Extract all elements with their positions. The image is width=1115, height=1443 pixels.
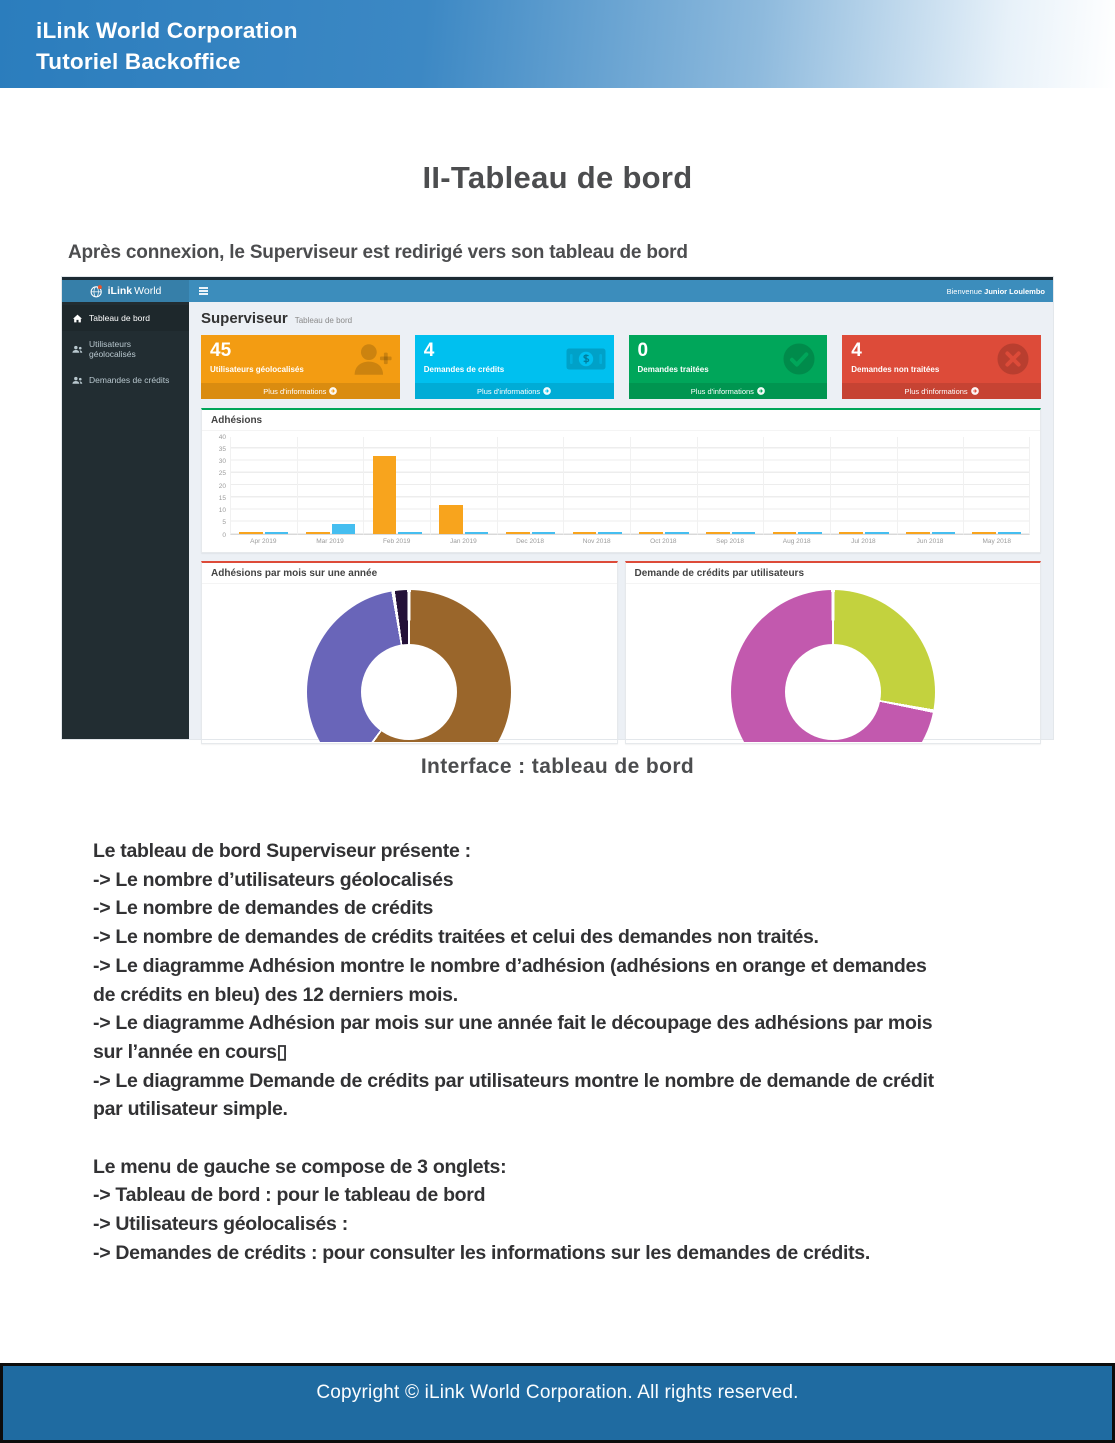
sidebar: [62, 302, 189, 739]
bar-demandes-de-credits: [798, 532, 822, 534]
y-tick-label: 25: [218, 470, 226, 478]
y-tick-label: 0: [222, 531, 226, 539]
bar-group-aug-2018: [763, 437, 830, 548]
content-subtitle: Tableau de bord: [294, 316, 353, 325]
more-info-link[interactable]: [629, 383, 828, 399]
body-text-line: -> Utilisateurs géolocalisés :: [93, 1213, 348, 1236]
stat-cards-row: [201, 335, 1041, 399]
x-tick-label: Apr 2019: [250, 538, 277, 545]
welcome-prefix: Bienvenue: [946, 286, 983, 296]
bar-demandes-de-credits: [665, 532, 689, 534]
arrow-circle-icon: [543, 387, 551, 395]
chart-title: Demande de crédits par utilisateurs: [626, 563, 1041, 584]
bars: [297, 437, 364, 535]
welcome-user-menu[interactable]: [947, 287, 1045, 296]
bar-adhesions: [373, 456, 397, 534]
body-text-line: Le menu de gauche se compose de 3 onglets:: [93, 1155, 507, 1178]
stat-card-label: Demandes traitées: [637, 365, 709, 374]
donut-chart: [731, 590, 935, 742]
bar-group-jan-2019: [430, 437, 497, 548]
bar-demandes-de-credits: [598, 532, 622, 534]
menu-toggle-icon[interactable]: [197, 284, 210, 298]
adhesions-chart-box: [201, 408, 1041, 553]
bar-demandes-de-credits: [732, 532, 756, 534]
x-tick-label: May 2018: [982, 538, 1011, 545]
y-tick-label: 20: [218, 482, 226, 490]
sidebar-item-label: Utilisateurs géolocalisés: [89, 339, 136, 359]
arrow-circle-icon: [757, 387, 765, 395]
x-tick-label: Mar 2019: [316, 538, 344, 545]
bars: [630, 437, 697, 535]
dashboard-body: [62, 302, 1053, 739]
copyright-text: Copyright © iLink World Corporation. All rights reserved.: [316, 1382, 799, 1403]
content-header: [201, 310, 1041, 327]
users-icon: [72, 345, 83, 354]
bar-group-mar-2019: [297, 437, 364, 548]
bars: [497, 437, 564, 535]
bar-group-oct-2018: [630, 437, 697, 548]
bars: [563, 437, 630, 535]
brand-bold: iLink: [107, 285, 133, 297]
more-info-label: Plus d'informations: [690, 386, 754, 396]
bar-chart: [202, 431, 1040, 552]
donut-chart-area: [202, 584, 617, 742]
body-text-line: Le tableau de bord Superviseur présente :: [93, 840, 471, 862]
body-text-line: sur l’année en cours▯: [93, 1040, 288, 1063]
body-text-spacer: [93, 1124, 1115, 1153]
x-tick-label: Nov 2018: [582, 538, 611, 545]
stat-card-value: 45: [210, 340, 232, 361]
x-tick-label: Jun 2018: [916, 538, 944, 545]
bar-group-jul-2018: [830, 437, 897, 548]
bars: [430, 437, 497, 535]
bar-demandes-de-credits: [865, 532, 889, 534]
y-tick-label: 40: [218, 433, 226, 441]
stat-card-demandes-de-credits: [415, 335, 614, 399]
bar-demandes-de-credits: [998, 532, 1021, 534]
bar-demandes-de-credits: [398, 532, 422, 534]
bars: [697, 437, 764, 535]
y-tick-label: 15: [218, 494, 226, 502]
letterhead-line1: iLink World Corporation: [36, 18, 298, 43]
credits-donut-box: [625, 561, 1042, 744]
bar-demandes-de-credits: [265, 532, 289, 534]
bar-group-apr-2019: [230, 437, 297, 548]
bar-group-nov-2018: [563, 437, 630, 548]
bar-demandes-de-credits: [465, 532, 489, 534]
stat-card-body: [415, 335, 614, 383]
bar-demandes-de-credits: [532, 532, 556, 534]
stat-card-value: 4: [423, 340, 435, 361]
stat-card-body: [842, 335, 1041, 383]
letterhead: [0, 0, 1115, 88]
body-text-line: par utilisateur simple.: [93, 1098, 288, 1121]
chart-title: Adhésions par mois sur une année: [202, 563, 617, 584]
users-icon: [72, 376, 83, 385]
more-info-link[interactable]: [415, 383, 614, 399]
body-text-line: -> Le diagramme Adhésion montre le nombre d’adhésion (adhésions en orange et demandes: [93, 954, 927, 977]
x-circle-icon: [993, 343, 1033, 380]
brand-logo[interactable]: [62, 280, 189, 302]
stat-card-label: Utilisateurs géolocalisés: [210, 365, 304, 374]
body-text-line: -> Demandes de crédits : pour consulter les informations sur les demandes de crédits.: [93, 1241, 870, 1264]
more-info-link[interactable]: [201, 383, 400, 399]
chart-title: Adhésions: [202, 410, 1040, 431]
arrow-circle-icon: [329, 387, 337, 395]
page-footer: [0, 1363, 1115, 1443]
stat-card-demandes-traitees: [629, 335, 828, 399]
stat-card-value: 0: [637, 340, 649, 361]
bar-adhesions: [972, 532, 995, 534]
body-text-line: -> Tableau de bord : pour le tableau de bord: [93, 1184, 486, 1207]
bar-group-jun-2018: [897, 437, 964, 548]
bar-adhesions: [773, 532, 797, 534]
user-plus-icon: [352, 343, 392, 380]
stat-card-utilisateurs-geolocalises: [201, 335, 400, 399]
bar-adhesions: [639, 532, 663, 534]
dashboard-screenshot: [62, 277, 1053, 739]
more-info-label: Plus d'informations: [477, 386, 541, 396]
stat-card-body: [629, 335, 828, 383]
adhesions-donut-box: [201, 561, 618, 744]
bars: [963, 437, 1030, 535]
page-title: II-Tableau de bord: [422, 160, 693, 195]
x-tick-label: Aug 2018: [782, 538, 811, 545]
body-text-line: -> Le nombre de demandes de crédits: [93, 897, 434, 920]
sidebar-item-label: Tableau de bord: [89, 313, 150, 323]
sidebar-item-utilisateurs-geolocalises[interactable]: [62, 331, 189, 367]
sidebar-item-label: Demandes de crédits: [89, 375, 170, 385]
bars: [830, 437, 897, 535]
bars: [763, 437, 830, 535]
y-tick-label: 30: [218, 458, 226, 465]
donut-chart-area: [626, 584, 1041, 742]
bar-group-may-2018: [963, 437, 1030, 548]
more-info-label: Plus d'informations: [904, 386, 968, 396]
bars: [363, 437, 430, 535]
letterhead-line2: Tutoriel Backoffice: [36, 49, 241, 74]
check-circle-icon: [779, 343, 819, 380]
bar-adhesions: [706, 532, 730, 534]
stat-card-value: 4: [851, 340, 862, 361]
x-tick-label: Oct 2018: [650, 538, 677, 545]
bar-adhesions: [839, 532, 863, 534]
stat-card-label: Demandes non traitées: [851, 365, 940, 374]
bar-group-sep-2018: [697, 437, 764, 548]
bar-group-feb-2019: [363, 437, 430, 548]
sidebar-item-demandes-de-credits[interactable]: [62, 367, 189, 393]
bar-adhesions: [439, 505, 463, 534]
x-tick-label: Dec 2018: [516, 538, 544, 545]
bars: [897, 437, 964, 535]
brand-regular: World: [134, 285, 162, 297]
x-tick-label: Sep 2018: [716, 538, 744, 545]
y-tick-label: 10: [218, 507, 226, 514]
content-title: Superviseur: [201, 310, 288, 327]
dashboard-navbar: [62, 280, 1053, 302]
stat-card-body: [201, 335, 400, 383]
plot-area: [230, 437, 1030, 548]
x-tick-label: Jul 2018: [851, 538, 876, 545]
globe-icon: [90, 285, 103, 298]
bar-demandes-de-credits: [932, 532, 956, 534]
stat-card-label: Demandes de crédits: [423, 365, 505, 374]
intro-text: Après connexion, le Superviseur est redirigé vers son tableau de bord: [68, 242, 688, 263]
bar-adhesions: [906, 532, 930, 534]
y-axis: [208, 433, 230, 539]
body-text-line: -> Le diagramme Demande de crédits par utilisateurs montre le nombre de demande de crédit: [93, 1069, 934, 1092]
bar-adhesions: [506, 532, 530, 534]
bar-adhesions: [306, 532, 330, 534]
donut-charts-row: [201, 561, 1041, 744]
bars: [230, 437, 297, 535]
money-icon: [566, 343, 606, 380]
body-text: [93, 837, 1115, 1268]
arrow-circle-icon: [971, 387, 979, 395]
more-info-link[interactable]: [842, 383, 1041, 399]
welcome-username: Junior Loulembo: [984, 286, 1045, 296]
dashboard-content: [189, 302, 1053, 739]
figure-caption: Interface : tableau de bord: [420, 755, 695, 778]
home-icon: [72, 314, 83, 323]
more-info-label: Plus d'informations: [263, 386, 327, 396]
stat-card-demandes-non-traitees: [842, 335, 1041, 399]
x-tick-label: Jan 2019: [449, 538, 477, 545]
bar-group-dec-2018: [497, 437, 564, 548]
y-tick-label: 35: [218, 445, 226, 453]
x-tick-label: Feb 2019: [382, 538, 411, 545]
navbar-right: [189, 280, 1053, 302]
y-tick-label: 5: [222, 519, 226, 527]
body-text-line: de crédits en bleu) des 12 derniers mois.: [93, 983, 458, 1006]
sidebar-item-tableau-de-bord[interactable]: [62, 305, 189, 331]
body-text-line: -> Le nombre d’utilisateurs géolocalisés: [93, 868, 454, 891]
bar-demandes-de-credits: [332, 524, 356, 534]
bar-adhesions: [573, 532, 597, 534]
body-text-line: -> Le diagramme Adhésion par mois sur une année fait le découpage des adhésions par mois: [93, 1012, 933, 1035]
body-text-line: -> Le nombre de demandes de crédits traitées et celui des demandes non traités.: [93, 926, 819, 949]
donut-chart: [307, 590, 511, 742]
bar-adhesions: [239, 532, 263, 534]
